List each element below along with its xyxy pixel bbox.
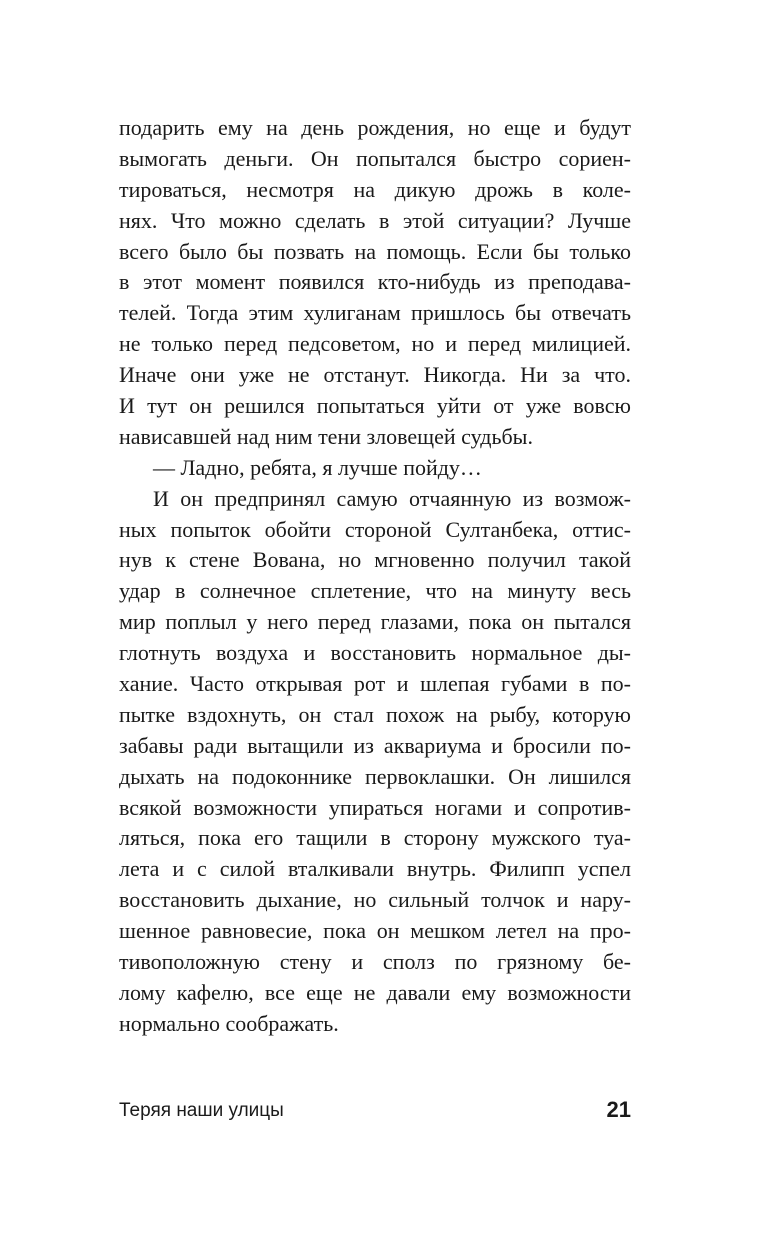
text-line: лому кафелю, все еще не давали ему возможности: [119, 979, 631, 1005]
text-line: подарить ему на день рождения, но еще и будут: [119, 115, 631, 140]
text-line: тивоположную стену и сполз по грязному бе-: [119, 949, 631, 975]
text-line: дыхать на подоконнике первоклашки. Он лишился: [119, 763, 631, 789]
text-line: восстановить дыхание, но сильный толчок и нару-: [119, 887, 631, 913]
text-line: нях. Что можно сделать в этой ситуации? Лучше: [119, 207, 631, 233]
text-line: ляться, пока его тащили в сторону мужского туа-: [119, 825, 631, 851]
text-line: лета и с силой вталкивали внутрь. Филипп успел: [119, 856, 631, 882]
text-line: нув к стене Вована, но мгновенно получил такой: [119, 547, 631, 573]
page-footer: [119, 1096, 631, 1126]
text-line: не только перед педсоветом, но и перед милицией.: [119, 331, 631, 357]
text-line: тироваться, несмотря на дикую дрожь в коле-: [119, 176, 631, 202]
text-line: телей. Тогда этим хулиганам пришлось бы отвечать: [119, 300, 631, 326]
text-line: пытке вздохнуть, он стал похож на рыбу, которую: [119, 701, 631, 727]
running-title: Теряя наши улицы: [119, 1100, 284, 1121]
text-line: забавы ради вытащили из аквариума и бросили по-: [119, 732, 631, 758]
page-number: 21: [606, 1097, 631, 1122]
text-line: И тут он решился попытаться уйти от уже вовсю: [119, 393, 631, 419]
text-line: всякой возможности упираться ногами и сопротив-: [119, 794, 631, 820]
text-line: нависавшей над ним тени зловещей судьбы.: [119, 423, 533, 449]
text-line: в этот момент появился кто-нибудь из преподава-: [119, 269, 631, 295]
text-line: нормально соображать.: [119, 1010, 339, 1036]
paragraph-first-line: И он предпринял самую отчаянную из возмож-: [153, 485, 631, 511]
text-line: хание. Часто открывая рот и шлепая губами в по-: [119, 671, 631, 697]
text-line: ных попыток обойти стороной Султанбека, оттис-: [119, 516, 631, 542]
dialogue-line: — Ладно, ребята, я лучше пойду…: [153, 454, 482, 480]
text-line: всего было бы позвать на помощь. Если бы только: [119, 238, 631, 264]
text-line: Иначе они уже не отстанут. Никогда. Ни за что.: [119, 362, 631, 388]
text-line: шенное равновесие, пока он мешком летел на про-: [119, 918, 631, 944]
text-line: удар в солнечное сплетение, что на минуту весь: [119, 578, 631, 604]
text-line: мир поплыл у него перед глазами, пока он пытался: [119, 609, 631, 635]
body-text: [119, 113, 631, 1040]
text-line: глотнуть воздуха и восстановить нормальное ды-: [119, 640, 631, 666]
text-line: вымогать деньги. Он попытался быстро сориен-: [119, 145, 631, 171]
